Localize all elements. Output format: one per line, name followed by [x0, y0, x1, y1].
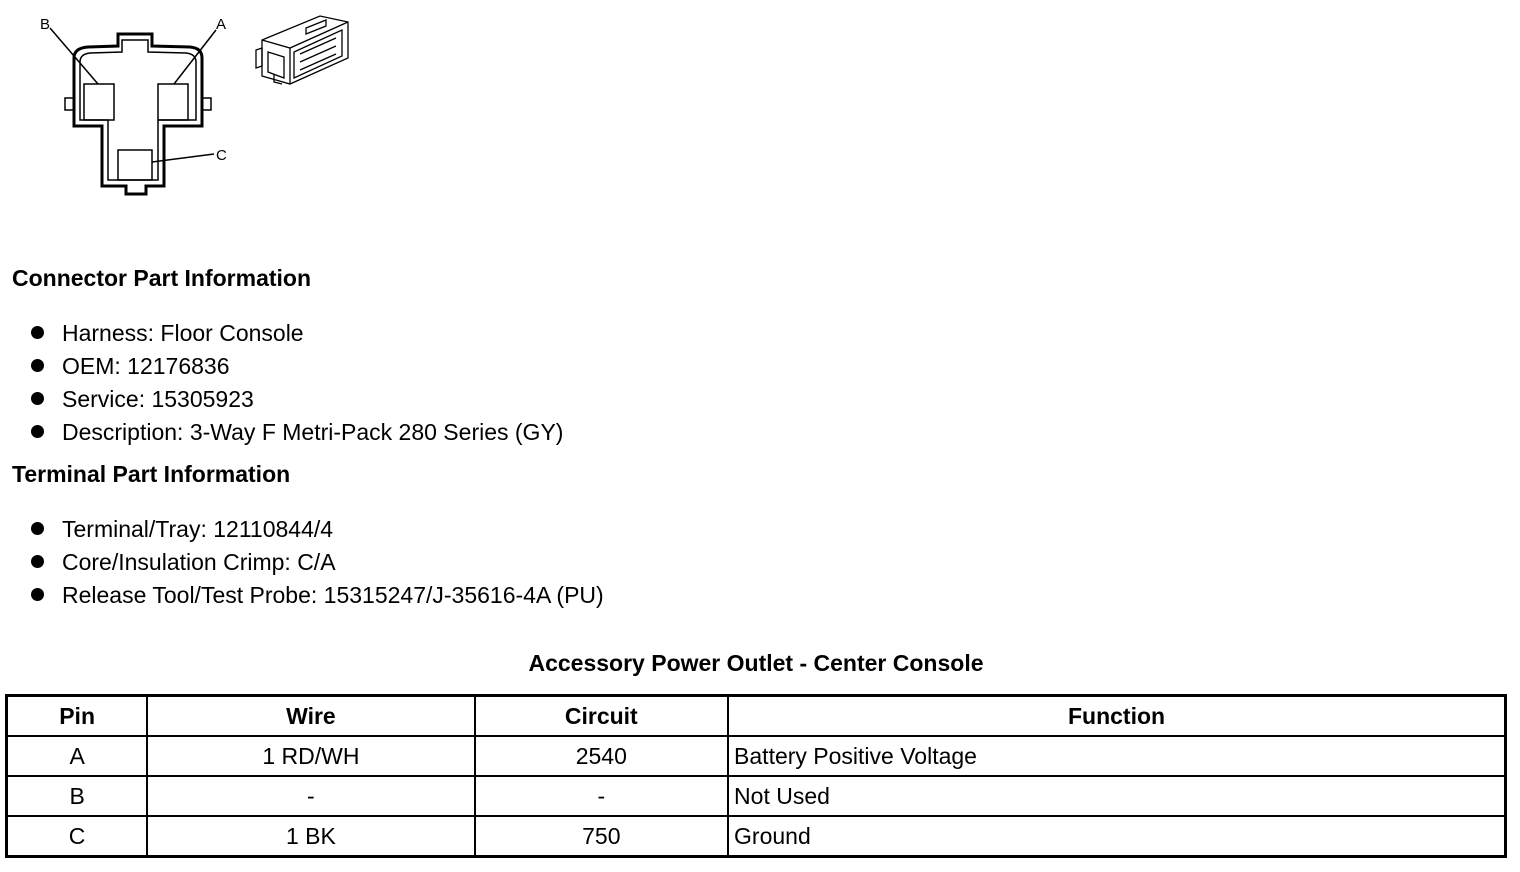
pin-label-a: A [216, 16, 227, 33]
terminal-part-info-heading: Terminal Part Information [12, 461, 291, 487]
list-item [30, 514, 604, 547]
connector-isometric-view [256, 16, 348, 84]
connector-info-description: Description: 3-Way F Metri-Pack 280 Series (GY) [62, 419, 564, 445]
terminal-info-release-tool: Release Tool/Test Probe: 15315247/J-35616-4A (PU) [62, 582, 604, 608]
cell-function: Ground [728, 816, 1505, 857]
leader-line-a [174, 30, 216, 84]
connector-face-drawing [30, 8, 370, 208]
cell-wire: 1 BK [147, 816, 474, 857]
bullet-icon [31, 359, 44, 372]
leader-line-c [152, 154, 214, 162]
pin-table [5, 694, 1507, 858]
connector-part-info-heading: Connector Part Information [12, 265, 312, 291]
bullet-icon [31, 392, 44, 405]
table-row [7, 776, 1506, 816]
terminal-info-crimp: Core/Insulation Crimp: C/A [62, 549, 336, 575]
cell-function: Battery Positive Voltage [728, 736, 1505, 776]
table-row [7, 816, 1506, 857]
cavity-c [118, 150, 152, 180]
connector-diagram [30, 8, 370, 208]
connector-outline [74, 34, 202, 194]
column-header-wire: Wire [147, 696, 474, 737]
list-item [30, 580, 604, 613]
pin-label-c: C [216, 147, 227, 164]
table-row [7, 736, 1506, 776]
table-title: Accessory Power Outlet - Center Console [528, 650, 984, 676]
cell-pin: B [7, 776, 148, 816]
cell-circuit: - [475, 776, 728, 816]
list-item [30, 547, 604, 580]
bullet-icon [31, 425, 44, 438]
column-header-circuit: Circuit [475, 696, 728, 737]
cell-wire: - [147, 776, 474, 816]
cell-wire: 1 RD/WH [147, 736, 474, 776]
cell-pin: A [7, 736, 148, 776]
cell-function: Not Used [728, 776, 1505, 816]
cell-circuit: 2540 [475, 736, 728, 776]
terminal-part-info-list [30, 514, 604, 613]
cavity-a [158, 84, 188, 120]
cavity-b [84, 84, 114, 120]
pin-label-b: B [40, 16, 51, 33]
column-header-pin: Pin [7, 696, 148, 737]
column-header-function: Function [728, 696, 1505, 737]
cell-pin: C [7, 816, 148, 857]
connector-info-service: Service: 15305923 [62, 386, 254, 412]
cell-circuit: 750 [475, 816, 728, 857]
list-item [30, 318, 563, 351]
bullet-icon [31, 522, 44, 535]
connector-part-info-list [30, 318, 563, 450]
terminal-info-tray: Terminal/Tray: 12110844/4 [62, 516, 334, 542]
list-item [30, 351, 563, 384]
bullet-icon [31, 588, 44, 601]
connector-info-harness: Harness: Floor Console [62, 320, 304, 346]
bullet-icon [31, 555, 44, 568]
connector-info-oem: OEM: 12176836 [62, 353, 230, 379]
list-item [30, 384, 563, 417]
table-header-row [7, 696, 1506, 737]
list-item [30, 417, 563, 450]
bullet-icon [31, 326, 44, 339]
